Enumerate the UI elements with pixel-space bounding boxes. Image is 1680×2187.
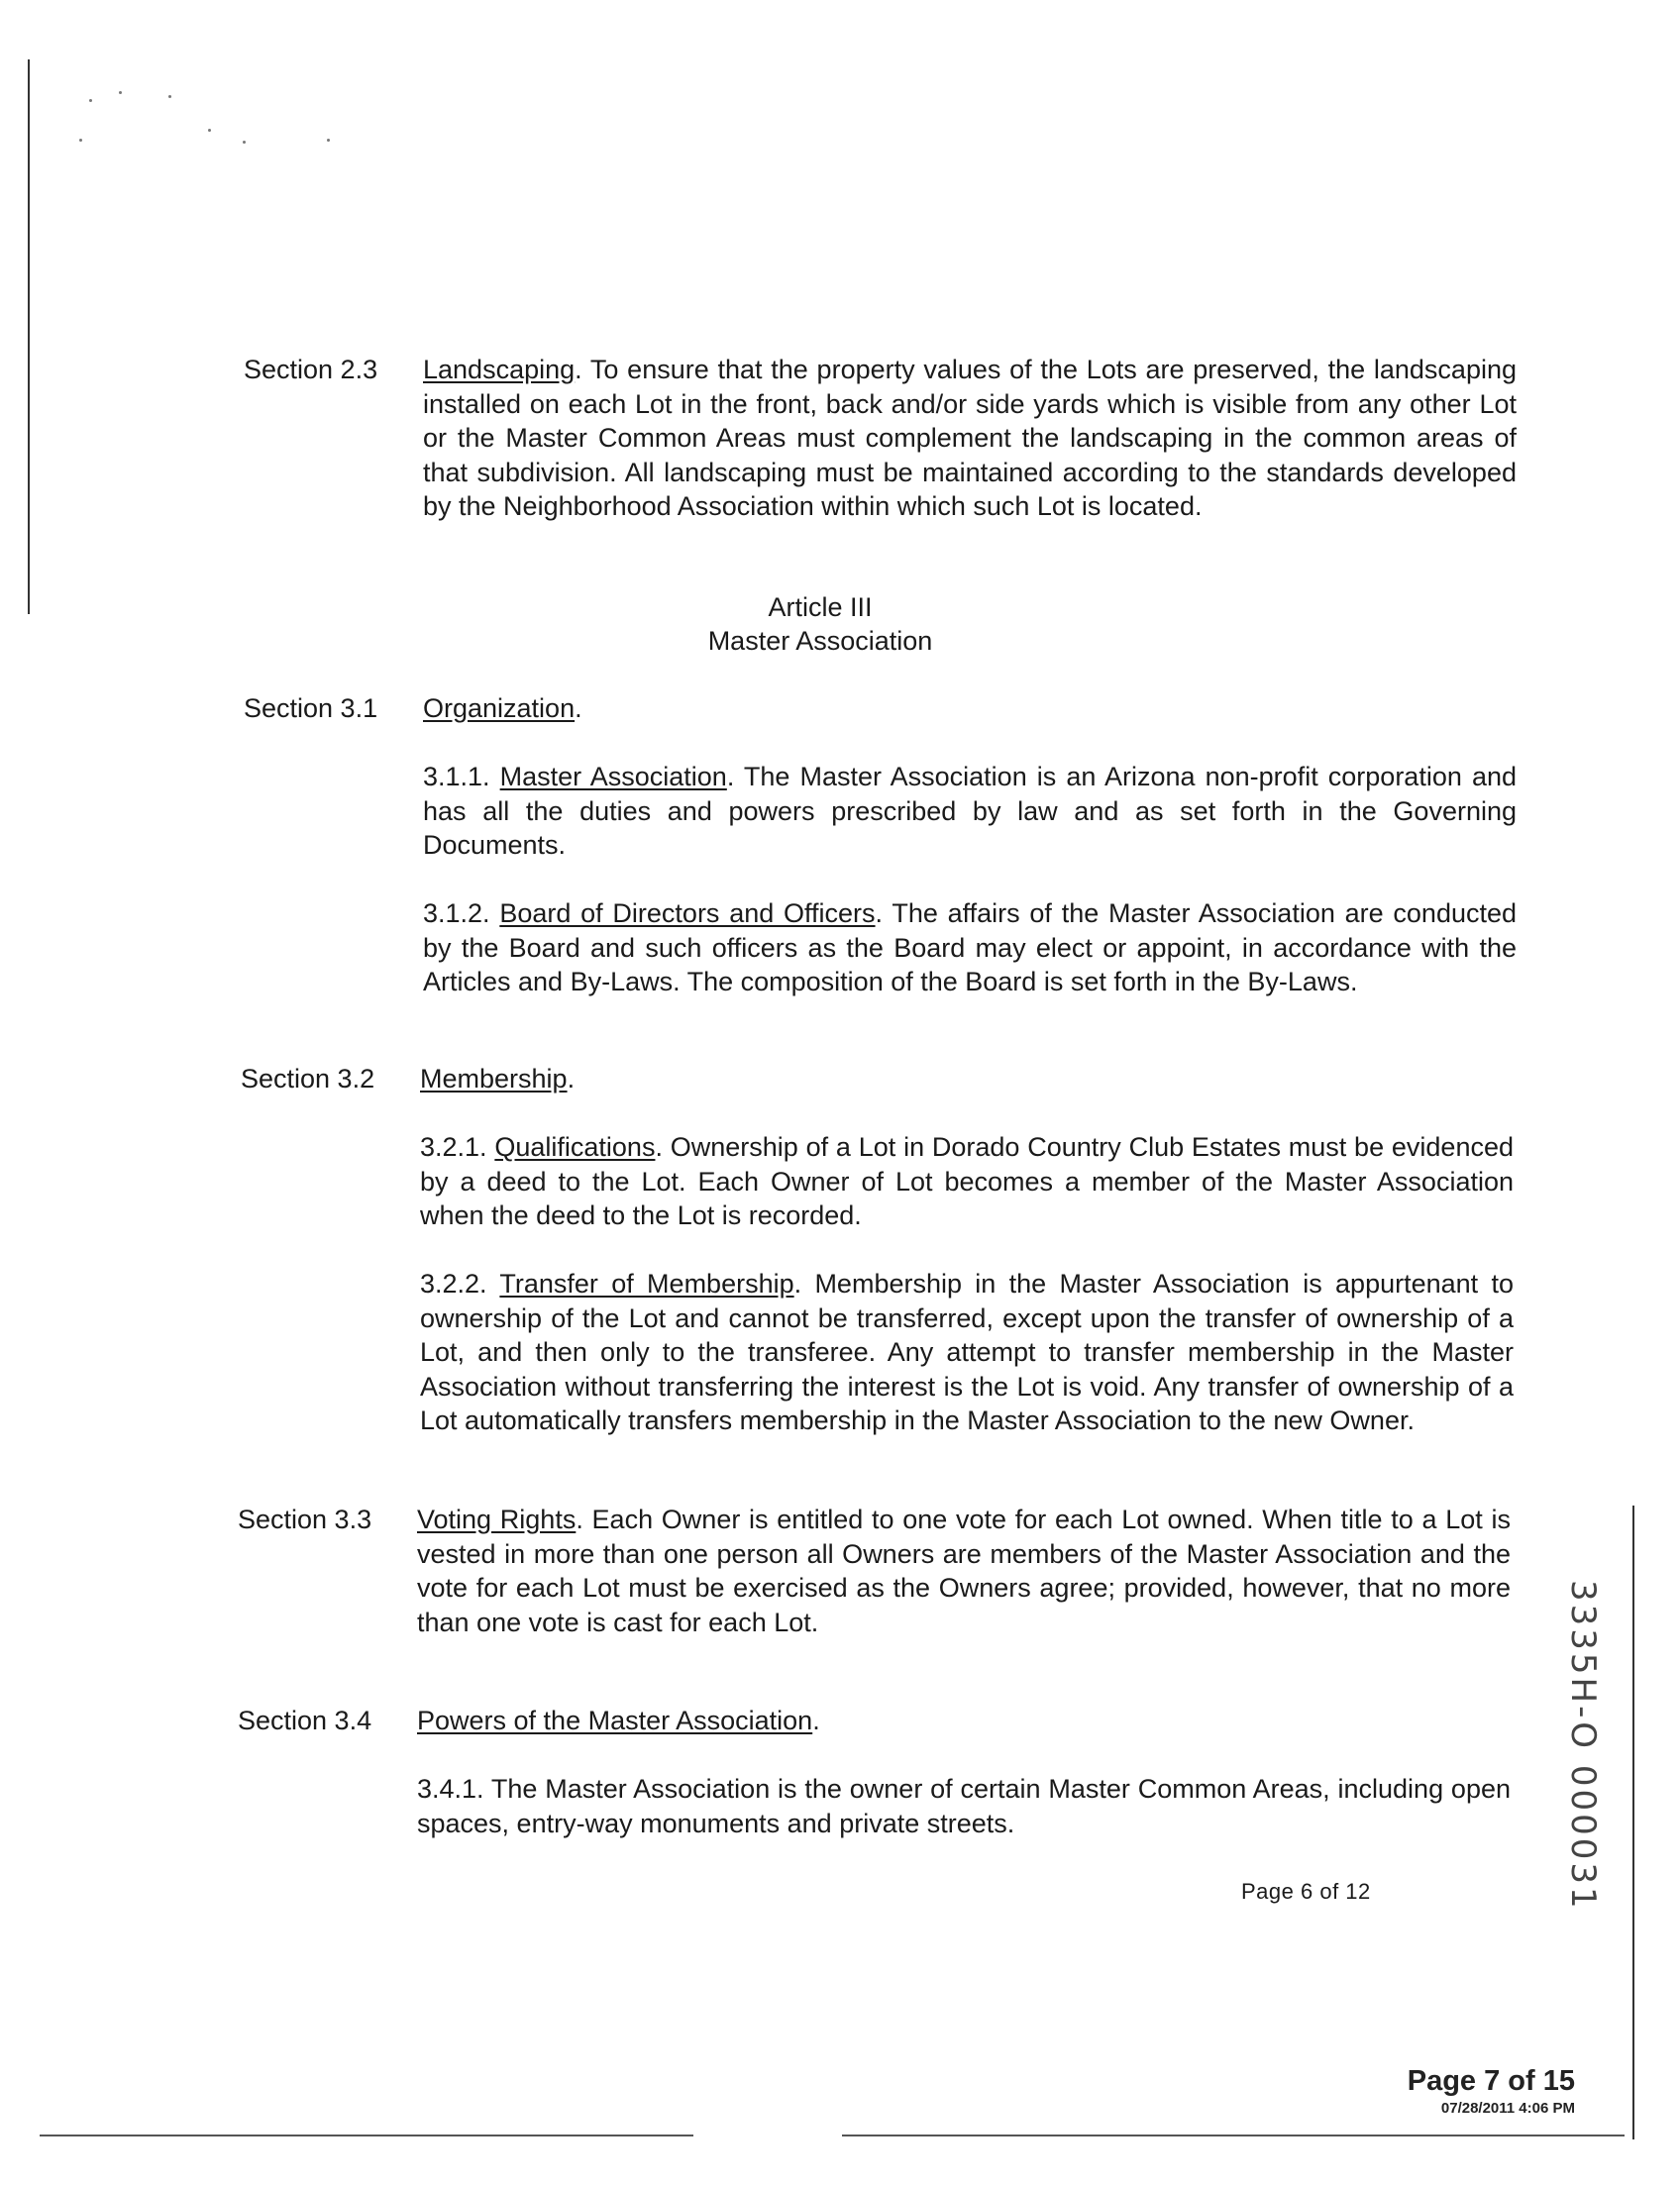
paragraph-number: 3.1.2. [423,898,500,928]
paragraph-text: . The Master Association is an Arizona non-profit corporation and has all the duties and powers prescribed by law and as set forth in the Governing Documents. [423,762,1517,860]
stamp-page-number: Page 7 of 15 [1407,2065,1575,2097]
scan-edge-line-right [1632,1506,1634,2139]
section-heading: Organization [423,693,576,723]
section-2-3-body [423,353,1517,524]
paragraph-heading: Transfer of Membership [499,1269,794,1299]
section-heading: Voting Rights [417,1505,577,1534]
bates-number: 3335H-O 000031 [1563,1580,1603,1912]
scan-speck [89,99,92,102]
section-heading: Powers of the Master Association [417,1706,813,1735]
page-number: Page 6 of 12 [1241,1879,1371,1904]
paragraph-3-1-2 [423,896,1517,999]
article-number: Article III [768,592,873,622]
section-label: Section 3.2 [241,1064,375,1094]
scan-edge-line-bottom-right [842,2135,1625,2136]
paragraph-text: . Ownership of a Lot in Dorado Country Club Estates must be evidenced by a deed to the Lot. Each Owner of Lot becomes a member of the Master Association when the deed to the Lot is recorded. [420,1132,1514,1230]
section-3-3-body [417,1503,1511,1639]
stamp-date: 07/28/2011 4:06 PM [1440,2100,1575,2117]
section-heading: Membership [420,1064,568,1094]
scan-speck [119,91,122,94]
section-heading: Landscaping [423,355,576,384]
paragraph-3-1-1 [423,760,1517,863]
paragraph-heading: Qualifications [494,1132,656,1162]
section-label: Section 3.1 [244,693,378,723]
article-title: Master Association [707,626,933,656]
section-label: Section 2.3 [244,355,378,384]
paragraph-heading: Master Association [499,762,727,791]
paragraph-3-4-1: 3.4.1. The Master Association is the owner of certain Master Common Areas, including open spaces, entry-way monuments and private streets. [417,1774,1511,1838]
paragraph-3-2-2 [420,1267,1514,1438]
scan-speck [208,129,211,132]
section-3-2-heading [420,1062,575,1096]
scan-speck [168,95,171,98]
section-text: . Each Owner is entitled to one vote for each Lot owned. When title to a Lot is vested in more than one person all Owners are members of the Master Association and the vote for each Lot must be exercised as the Owners agree; provided, however, that no more than one vote is cast for each Lot. [417,1505,1511,1637]
heading-suffix: . [812,1706,820,1735]
section-3-1-heading [423,691,582,726]
paragraph-number: 3.2.1. [420,1132,495,1162]
section-text: . To ensure that the property values of the Lots are preserved, the landscaping installed on each Lot in the front, back and/or side yards which is visible from any other Lot or the Master Common Areas must complement the landscaping in the common areas of that subdivision. All landscaping must be maintained according to the standards developed by the Neighborhood Association within which such Lot is located. [423,355,1517,521]
scan-speck [243,141,246,144]
paragraph-3-2-1 [420,1130,1514,1233]
section-label: Section 3.3 [238,1505,372,1534]
heading-suffix: . [575,693,582,723]
scan-edge-line-left [28,59,30,614]
paragraph-text: . The affairs of the Master Association are conducted by the Board and such officers as the Board may elect or appoint, in accordance with the Articles and By-Laws. The composition of the Board is set forth in the By-Laws. [423,898,1518,996]
scan-speck [327,139,330,142]
paragraph-number: 3.2.2. [420,1269,500,1299]
scan-edge-line-bottom [40,2135,693,2136]
section-label: Section 3.4 [238,1706,372,1735]
heading-suffix: . [567,1064,576,1094]
scan-speck [79,139,82,142]
section-3-4-heading [417,1704,820,1738]
paragraph-heading: Board of Directors and Officers [499,898,876,928]
paragraph-text: . Membership in the Master Association is appurtenant to ownership of the Lot and cannot be transferred, except upon the transfer of ownership of a Lot, and then only to the transferee. Any attempt to transfer membership in the Master Association without transferring the interest is the Lot is void. Any transfer of ownership of a Lot automatically transfers membership in the Master Association to the new Owner. [420,1269,1514,1435]
paragraph-number: 3.1.1. [423,762,500,791]
